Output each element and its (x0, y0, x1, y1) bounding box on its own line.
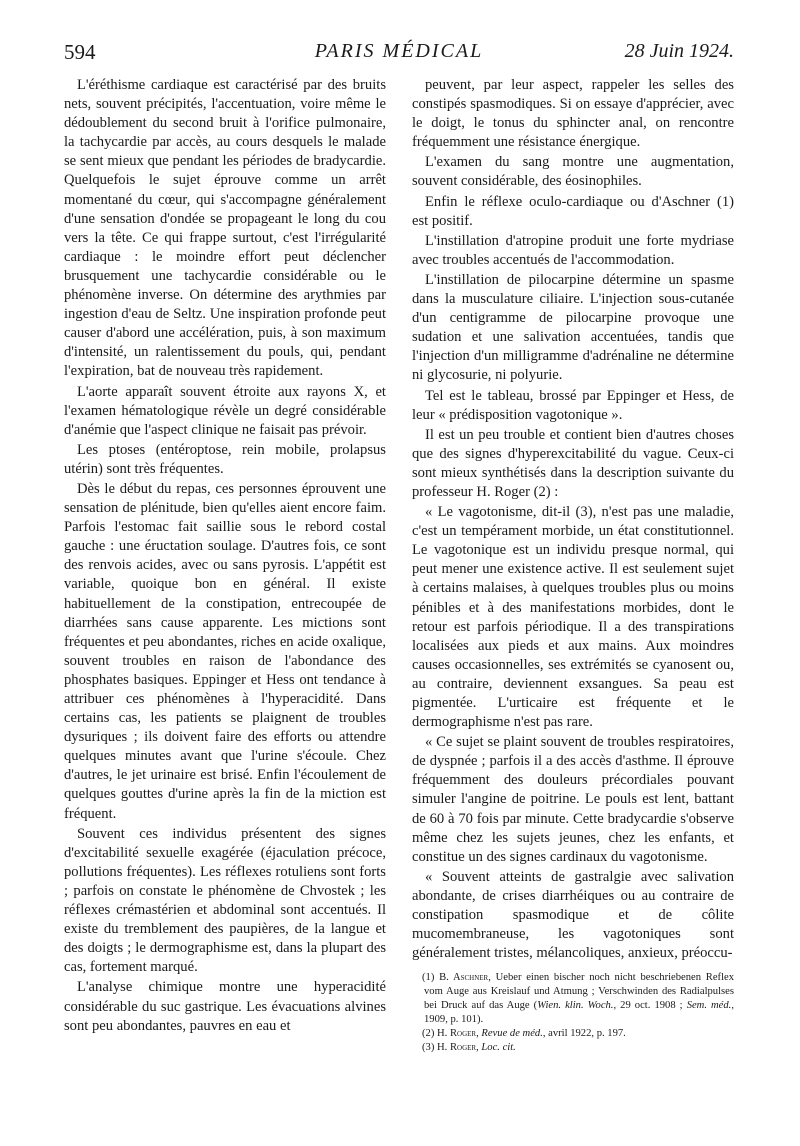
footnote-number: (3) (422, 1042, 435, 1054)
paragraph: L'aorte apparaît souvent étroite aux rayons X, et l'examen hématologique révèle un degré considérable d'anémie que l'aspect clinique ne faisait pas prévoir. (64, 383, 386, 438)
footnote-separator: , (476, 1042, 482, 1054)
page-number: 594 (64, 40, 96, 64)
paragraph: L'analyse chimique montre une hyperacidité considérable du suc gastrique. Les évacuations alvines sont peu abondantes, pauvres en eau et (64, 979, 386, 1034)
right-column (412, 76, 734, 1055)
footnote-text: , Ueber einen bischer noch nicht beschriebenen Reflex vom Auge aus Kreislauf und Atmung ; Verschwinden des Radialpulses bei Druck auf das Auge ( (424, 972, 735, 1012)
footnote-author: B. Aschner (439, 972, 489, 984)
paragraph: L'examen du sang montre une augmentation, souvent considérable, des éosinophiles. (412, 154, 734, 190)
paragraph: Dès le début du repas, ces personnes éprouvent une sensation de plénitude, bien qu'elles aient encore faim. Parfois l'estomac fait saillie sous le rebord costal gauche : une éructation soulage. D'autres fois, ce sont des renvois acides, avec ou sans pyrosis. L'appétit est variable, quoique bon en général. Il existe habituellement de la constipation, entrecoupée de diarrhées sans cause apparente. Les mictions sont fréquentes et peu abondantes, riches en acide oxalique, souvent troubles en raison de l'abondance des phosphates basiques. Eppinger et Hess ont tendance à attribuer ces phénomènes à l'hyperacidité. Dans certains cas, les patients se plaignent de troubles dysuriques ; ils doivent faire des efforts ou attendre quelques minutes avant que l'urine s'écoule. Chez d'autres, le jet urinaire est brisé. Enfin l'écoulement de quelques gouttes d'urine après la fin de la miction est fréquent. (64, 480, 386, 822)
footnote-number: (2) (422, 1028, 435, 1040)
paragraph: « Souvent atteints de gastralgie avec salivation abondante, de crises diarrhéiques ou au contraire de constipation spasmodique et de côlite mucomembraneuse, les vagotoniques sont généralement tristes, mélancoliques, anxieux, préoccu- (412, 868, 734, 962)
paragraph: Il est un peu trouble et contient bien d'autres choses que des signes d'hyperexcitabilité du vague. Ceux-ci sont mieux synthétisés dans la description suivante du professeur H. Roger (2) : (412, 426, 734, 500)
footnote-text: , 29 oct. 1908 ; (613, 1000, 687, 1012)
footnote-journal: Loc. cit. (481, 1042, 516, 1054)
paragraph: Souvent ces individus présentent des signes d'excitabilité sexuelle exagérée (éjaculation précoce, pollutions fréquentes). Les réflexes rotuliens sont forts ; parfois on constate le phénomène de Chvostek ; les réflexes crémastérien et abdominal sont accentués. Il existe du tremblement des paupières, de la langue et des doigts ; le dermographisme est, dans la plupart des cas, fortement marqué. (64, 825, 386, 976)
paragraph: Tel est le tableau, brossé par Eppinger et Hess, de leur « prédisposition vagotonique ». (412, 387, 734, 423)
journal-title: PARIS MÉDICAL (314, 40, 484, 62)
footnote-author: H. Roger (437, 1028, 477, 1040)
left-column (64, 76, 386, 1037)
footnotes (412, 971, 734, 1055)
running-header (64, 40, 734, 74)
issue-date: 28 Juin 1924. (624, 40, 734, 62)
paragraph: « Le vagotonisme, dit-il (3), n'est pas une maladie, c'est un tempérament morbide, un état constitutionnel. Le vagotonique est un individu presque normal, qui peut mener une existence active. Il est seulement sujet à certains malaises, à quelques troubles plus ou moins pénibles et à des manifestations morbides, dont le retour est parfois périodique. Il a des transpirations localisées aux pieds et aux mains. Aux moindres causes occasionnelles, ses extrémités se cyanosent ou, au contraire, deviennent exsangues. Sa peau est pigmentée. L'urticaire est fréquente et le dermographisme n'est pas rare. (412, 504, 734, 731)
footnote-journal: Revue de méd. (481, 1028, 543, 1040)
footnote-journal: Wien. klin. Woch. (537, 1000, 614, 1012)
paragraph: L'éréthisme cardiaque est caractérisé par des bruits nets, souvent précipités, l'accentuation, voire même le dédoublement du second bruit à l'orifice pulmonaire, la tachycardie par accès, au cours desquels le malade se sent mieux que pendant les périodes de bradycardie. Quelquefois le sujet éprouve comme un arrêt momentané du cœur, qui s'accompagne généralement d'une sensation d'ondée se propageant le long du cou vers la tête. Ce qui frappe surtout, c'est l'irrégularité cardiaque : le moindre effort peut déclencher brusquement une tachycardie considérable ou le phénomène inverse. On détermine des arythmies par ingestion d'eau de Seltz. Une inspiration profonde peut causer d'abord une accélération, puis, à son maximum d'intensité, un ralentissement du pouls, qui, pendant l'expiration, bat de nouveau très rapidement. (64, 77, 386, 380)
footnote-text: , avril 1922, p. 197. (542, 1028, 626, 1040)
paragraph: peuvent, par leur aspect, rappeler les selles des constipés spasmodiques. Si on essaye d'apprécier, avec le doigt, le tonus du sphincter anal, on rencontre fréquemment une résistance énergique. (412, 77, 734, 151)
paragraph: L'instillation de pilocarpine détermine un spasme dans la musculature ciliaire. L'injection sous-cutanée d'un centigramme de pilocarpine provoque une sudation et une salivation accentuées, tandis que l'injection d'un milligramme d'adrénaline ne détermine ni glycosurie, ni polyurie. (412, 271, 734, 384)
footnote-text: , 1909, p. 101). (424, 1000, 734, 1026)
paragraph: Enfin le réflexe oculo-cardiaque ou d'Aschner (1) est positif. (412, 193, 734, 229)
footnote-3 (412, 1041, 734, 1055)
footnote-author: H. Roger (437, 1042, 477, 1054)
footnote-journal: Sem. méd. (686, 1000, 732, 1012)
paragraph: « Ce sujet se plaint souvent de troubles respiratoires, de dyspnée ; parfois il a des accès d'asthme. Il éprouve fréquemment des douleurs précordiales pouvant simuler l'angine de poitrine. Le pouls est lent, battant de 60 à 70 fois par minute. Cette bradycardie s'observe même chez les sujets jeunes, chez les enfants, et constitue un des signes cardinaux du vagotonisme. (412, 734, 734, 865)
footnote-number: (1) (422, 972, 435, 984)
footnote-separator: , (476, 1028, 482, 1040)
footnote-2 (412, 1027, 734, 1041)
paragraph: L'instillation d'atropine produit une forte mydriase avec troubles accentués de l'accommodation. (412, 232, 734, 268)
paragraph: Les ptoses (entéroptose, rein mobile, prolapsus utérin) sont très fréquentes. (64, 441, 386, 477)
footnote-1 (412, 971, 734, 1027)
